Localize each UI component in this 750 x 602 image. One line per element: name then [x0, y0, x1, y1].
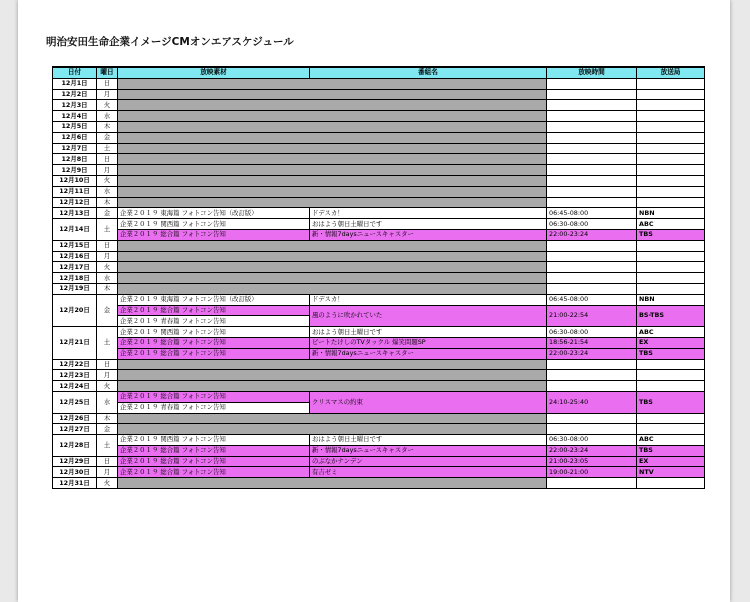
day-cell: 木 [97, 413, 118, 424]
empty-slot [118, 197, 547, 208]
station-cell [637, 143, 705, 154]
station-cell [637, 381, 705, 392]
time-cell: 19:00-21:00 [547, 467, 637, 478]
station-cell [637, 89, 705, 100]
table-row [53, 89, 705, 100]
header-day: 曜日 [97, 67, 118, 78]
station-cell [637, 197, 705, 208]
table-row [53, 435, 705, 446]
station-cell [637, 251, 705, 262]
date-cell: 12月24日 [53, 381, 97, 392]
time-cell [547, 78, 637, 89]
table-row [53, 424, 705, 435]
empty-slot [118, 273, 547, 284]
time-cell [547, 381, 637, 392]
table-row [53, 165, 705, 176]
date-cell: 12月22日 [53, 359, 97, 370]
date-cell: 12月7日 [53, 143, 97, 154]
empty-slot [118, 413, 547, 424]
time-cell: 21:00-22:54 [547, 305, 637, 327]
table-row [53, 445, 705, 456]
table-row [53, 111, 705, 122]
station-cell [637, 240, 705, 251]
date-cell: 12月20日 [53, 294, 97, 326]
table-row [53, 175, 705, 186]
date-cell: 12月3日 [53, 100, 97, 111]
station-cell [637, 359, 705, 370]
time-cell [547, 262, 637, 273]
table-row [53, 132, 705, 143]
empty-slot [118, 175, 547, 186]
time-cell: 22:00-23:24 [547, 229, 637, 240]
empty-slot [118, 165, 547, 176]
header-station: 放送局 [637, 67, 705, 78]
table-row [53, 294, 705, 305]
time-cell [547, 175, 637, 186]
program-cell: 有吉ゼミ [310, 467, 547, 478]
day-cell: 月 [97, 370, 118, 381]
empty-slot [118, 262, 547, 273]
table-row [53, 337, 705, 348]
day-cell: 金 [97, 424, 118, 435]
program-cell: おはよう朝日土曜日です [310, 219, 547, 230]
program-cell: おはよう朝日土曜日です [310, 435, 547, 446]
day-cell: 火 [97, 100, 118, 111]
empty-slot [118, 370, 547, 381]
time-cell: 06:30-08:00 [547, 435, 637, 446]
time-cell [547, 359, 637, 370]
day-cell: 金 [97, 208, 118, 219]
day-cell: 木 [97, 121, 118, 132]
table-row [53, 413, 705, 424]
date-cell: 12月4日 [53, 111, 97, 122]
station-cell: EX [637, 456, 705, 467]
header-material: 放映素材 [118, 67, 310, 78]
station-cell: TBS [637, 348, 705, 359]
table-row [53, 478, 705, 489]
program-cell: 新・情報7daysニュースキャスター [310, 445, 547, 456]
table-row [53, 305, 705, 316]
date-cell: 12月29日 [53, 456, 97, 467]
date-cell: 12月19日 [53, 283, 97, 294]
date-cell: 12月18日 [53, 273, 97, 284]
empty-slot [118, 132, 547, 143]
time-cell [547, 165, 637, 176]
station-cell: ABC [637, 435, 705, 446]
day-cell: 土 [97, 327, 118, 359]
station-cell [637, 121, 705, 132]
station-cell: TBS [637, 445, 705, 456]
date-cell: 12月1日 [53, 78, 97, 89]
date-cell: 12月12日 [53, 197, 97, 208]
station-cell [637, 175, 705, 186]
empty-slot [118, 478, 547, 489]
day-cell: 日 [97, 154, 118, 165]
station-cell [637, 186, 705, 197]
empty-slot [118, 154, 547, 165]
time-cell [547, 143, 637, 154]
date-cell: 12月6日 [53, 132, 97, 143]
date-cell: 12月25日 [53, 391, 97, 413]
day-cell: 金 [97, 294, 118, 326]
table-row [53, 456, 705, 467]
table-row [53, 208, 705, 219]
time-cell: 18:56-21:54 [547, 337, 637, 348]
header-date: 日付 [53, 67, 97, 78]
time-cell: 22:00-23:24 [547, 348, 637, 359]
program-cell: おはよう朝日土曜日です [310, 327, 547, 338]
day-cell: 日 [97, 456, 118, 467]
station-cell: NBN [637, 294, 705, 305]
day-cell: 水 [97, 273, 118, 284]
day-cell: 日 [97, 78, 118, 89]
station-cell: TBS [637, 229, 705, 240]
table-header-row [53, 67, 705, 78]
station-cell [637, 424, 705, 435]
program-cell: 新・情報7daysニュースキャスター [310, 348, 547, 359]
table-row [53, 154, 705, 165]
document-title: 明治安田生命企業イメージCMオンエアスケジュール [46, 36, 294, 48]
material-cell: 企業２０１９ 総合篇 フォトコン告知 [118, 337, 310, 348]
day-cell: 土 [97, 143, 118, 154]
empty-slot [118, 121, 547, 132]
date-cell: 12月27日 [53, 424, 97, 435]
material-cell: 企業２０１９ 総合篇 フォトコン告知 [118, 391, 310, 402]
day-cell: 月 [97, 467, 118, 478]
day-cell: 火 [97, 478, 118, 489]
date-cell: 12月8日 [53, 154, 97, 165]
empty-slot [118, 283, 547, 294]
table-row [53, 197, 705, 208]
empty-slot [118, 381, 547, 392]
time-cell [547, 100, 637, 111]
time-cell [547, 413, 637, 424]
material-cell: 企業２０１９ 関西篇 フォトコン告知 [118, 327, 310, 338]
schedule-body [53, 78, 705, 488]
station-cell: EX [637, 337, 705, 348]
time-cell [547, 251, 637, 262]
time-cell [547, 283, 637, 294]
schedule-table [52, 66, 705, 489]
station-cell: ABC [637, 327, 705, 338]
day-cell: 水 [97, 111, 118, 122]
time-cell: 06:45-08:00 [547, 208, 637, 219]
material-cell: 企業２０１９ 青春篇 フォトコン告知 [118, 316, 310, 327]
time-cell [547, 370, 637, 381]
empty-slot [118, 111, 547, 122]
time-cell [547, 186, 637, 197]
time-cell [547, 240, 637, 251]
time-cell: 22:00-23:24 [547, 445, 637, 456]
table-row [53, 240, 705, 251]
empty-slot [118, 100, 547, 111]
material-cell: 企業２０１９ 東海篇 フォトコン告知（改訂版） [118, 294, 310, 305]
document-page [18, 0, 730, 602]
table-row [53, 348, 705, 359]
table-row [53, 143, 705, 154]
time-cell: 21:00-23:05 [547, 456, 637, 467]
day-cell: 金 [97, 132, 118, 143]
date-cell: 12月15日 [53, 240, 97, 251]
table-row [53, 251, 705, 262]
station-cell [637, 165, 705, 176]
table-row [53, 359, 705, 370]
date-cell: 12月16日 [53, 251, 97, 262]
material-cell: 企業２０１９ 関西篇 フォトコン告知 [118, 219, 310, 230]
date-cell: 12月31日 [53, 478, 97, 489]
date-cell: 12月5日 [53, 121, 97, 132]
station-cell: TBS [637, 391, 705, 413]
material-cell: 企業２０１９ 総合篇 フォトコン告知 [118, 305, 310, 316]
table-row [53, 273, 705, 284]
table-row [53, 391, 705, 402]
day-cell: 月 [97, 89, 118, 100]
table-row [53, 283, 705, 294]
table-row [53, 327, 705, 338]
table-row [53, 229, 705, 240]
date-cell: 12月28日 [53, 435, 97, 457]
program-cell: 風のように吹かれていた [310, 305, 547, 327]
time-cell [547, 154, 637, 165]
material-cell: 企業２０１９ 東海篇 フォトコン告知（改訂版） [118, 208, 310, 219]
date-cell: 12月2日 [53, 89, 97, 100]
station-cell [637, 273, 705, 284]
empty-slot [118, 78, 547, 89]
material-cell: 企業２０１９ 総合篇 フォトコン告知 [118, 445, 310, 456]
program-cell: ドデスカ！ [310, 294, 547, 305]
program-cell: のぶなかナンデン [310, 456, 547, 467]
station-cell [637, 413, 705, 424]
station-cell: ABC [637, 219, 705, 230]
day-cell: 土 [97, 435, 118, 457]
program-cell: ドデスカ！ [310, 208, 547, 219]
station-cell: BS-TBS [637, 305, 705, 327]
table-row [53, 121, 705, 132]
program-cell: ビートたけしのTVタックル 爆笑問題SP [310, 337, 547, 348]
day-cell: 水 [97, 391, 118, 413]
empty-slot [118, 424, 547, 435]
day-cell: 木 [97, 197, 118, 208]
time-cell [547, 132, 637, 143]
material-cell: 企業２０１９ 総合篇 フォトコン告知 [118, 229, 310, 240]
time-cell [547, 121, 637, 132]
day-cell: 月 [97, 251, 118, 262]
table-row [53, 381, 705, 392]
time-cell [547, 478, 637, 489]
station-cell [637, 78, 705, 89]
date-cell: 12月17日 [53, 262, 97, 273]
station-cell [637, 132, 705, 143]
station-cell: NBN [637, 208, 705, 219]
time-cell [547, 111, 637, 122]
program-cell: 新・情報7daysニュースキャスター [310, 229, 547, 240]
table-row [53, 262, 705, 273]
station-cell: NTV [637, 467, 705, 478]
day-cell: 水 [97, 186, 118, 197]
date-cell: 12月9日 [53, 165, 97, 176]
time-cell: 06:30-08:00 [547, 219, 637, 230]
time-cell [547, 89, 637, 100]
day-cell: 火 [97, 381, 118, 392]
program-cell: クリスマスの約束 [310, 391, 547, 413]
day-cell: 土 [97, 219, 118, 241]
empty-slot [118, 186, 547, 197]
day-cell: 月 [97, 165, 118, 176]
material-cell: 企業２０１９ 関西篇 フォトコン告知 [118, 435, 310, 446]
time-cell: 24:10-25:40 [547, 391, 637, 413]
date-cell: 12月23日 [53, 370, 97, 381]
material-cell: 企業２０１９ 総合篇 フォトコン告知 [118, 456, 310, 467]
time-cell: 06:45-08:00 [547, 294, 637, 305]
day-cell: 木 [97, 283, 118, 294]
day-cell: 火 [97, 262, 118, 273]
time-cell [547, 424, 637, 435]
station-cell [637, 262, 705, 273]
table-row [53, 100, 705, 111]
time-cell [547, 197, 637, 208]
station-cell [637, 154, 705, 165]
table-row [53, 467, 705, 478]
time-cell: 06:30-08:00 [547, 327, 637, 338]
day-cell: 火 [97, 175, 118, 186]
empty-slot [118, 251, 547, 262]
material-cell: 企業２０１９ 総合篇 フォトコン告知 [118, 348, 310, 359]
header-program: 番組名 [310, 67, 547, 78]
table-row [53, 370, 705, 381]
empty-slot [118, 359, 547, 370]
empty-slot [118, 143, 547, 154]
empty-slot [118, 240, 547, 251]
empty-slot [118, 89, 547, 100]
date-cell: 12月11日 [53, 186, 97, 197]
header-time: 放映時間 [547, 67, 637, 78]
station-cell [637, 283, 705, 294]
day-cell: 日 [97, 240, 118, 251]
station-cell [637, 100, 705, 111]
time-cell [547, 273, 637, 284]
material-cell: 企業２０１９ 総合篇 フォトコン告知 [118, 467, 310, 478]
date-cell: 12月26日 [53, 413, 97, 424]
date-cell: 12月30日 [53, 467, 97, 478]
material-cell: 企業２０１９ 青春篇 フォトコン告知 [118, 402, 310, 413]
station-cell [637, 111, 705, 122]
date-cell: 12月21日 [53, 327, 97, 359]
day-cell: 日 [97, 359, 118, 370]
date-cell: 12月10日 [53, 175, 97, 186]
table-row [53, 186, 705, 197]
table-row [53, 78, 705, 89]
table-row [53, 219, 705, 230]
date-cell: 12月14日 [53, 219, 97, 241]
date-cell: 12月13日 [53, 208, 97, 219]
station-cell [637, 478, 705, 489]
station-cell [637, 370, 705, 381]
